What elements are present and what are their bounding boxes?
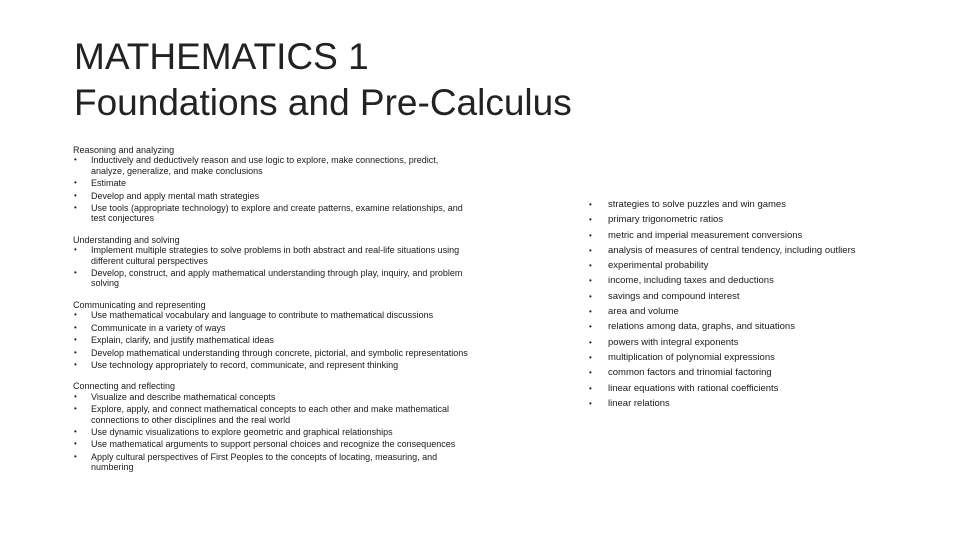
- bullet-text: Communicate in a variety of ways: [91, 322, 226, 333]
- bullet-icon: •: [589, 245, 592, 255]
- bullet-text: Estimate: [91, 178, 127, 189]
- content-topic-item: [588, 304, 908, 319]
- bullet-text: Use dynamic visualizations to explore geometric and graphical relationships: [91, 426, 393, 437]
- bullet-icon: •: [589, 322, 592, 332]
- content-topic-text: multiplication of polynomial expressions: [608, 351, 775, 363]
- bullet-icon: •: [74, 310, 77, 320]
- bullet-icon: •: [74, 347, 77, 357]
- content-topic-text: savings and compound interest: [608, 290, 740, 302]
- content-topic-text: powers with integral exponents: [608, 336, 739, 348]
- content-topic-text: common factors and trinomial factoring: [608, 367, 772, 379]
- bullet-text: Use technology appropriately to record, communicate, and represent thinking: [91, 359, 399, 370]
- bullet-item: [73, 178, 473, 188]
- bullet-icon: •: [589, 383, 592, 393]
- bullet-text: Implement multiple strategies to solve problems in both abstract and real-life situations using different cultural perspectives: [91, 245, 460, 266]
- bullet-item: [73, 392, 473, 402]
- section-heading: Communicating and representing: [73, 299, 206, 310]
- bullet-icon: •: [74, 203, 77, 213]
- bullet-item: [73, 155, 473, 176]
- content-topic-item: [588, 365, 908, 380]
- content-topic-item: [588, 212, 908, 227]
- bullet-item: [73, 427, 473, 437]
- bullet-icon: •: [589, 398, 592, 408]
- bullet-item: [73, 310, 473, 320]
- content-topic-text: metric and imperial measurement conversions: [608, 229, 803, 241]
- bullet-text: Use tools (appropriate technology) to explore and create patterns, examine relationships, and test conjectures: [91, 203, 463, 224]
- content-topic-item: [588, 258, 908, 273]
- bullet-list: [73, 245, 473, 289]
- bullet-icon: •: [589, 307, 592, 317]
- title-line-1: MATHEMATICS 1: [74, 36, 369, 77]
- bullet-icon: •: [589, 276, 592, 286]
- bullet-icon: •: [589, 368, 592, 378]
- bullet-icon: •: [74, 359, 77, 369]
- bullet-icon: •: [589, 337, 592, 347]
- section-connecting-and-reflecting: [73, 381, 473, 472]
- bullet-text: Explain, clarify, and justify mathematical ideas: [91, 335, 274, 346]
- bullet-icon: •: [74, 245, 77, 255]
- bullet-text: Develop, construct, and apply mathematical understanding through play, inquiry, and problem solving: [91, 268, 463, 289]
- bullet-icon: •: [589, 291, 592, 301]
- bullet-icon: •: [74, 178, 77, 188]
- section-understanding-and-solving: [73, 235, 473, 289]
- section-heading: Connecting and reflecting: [73, 381, 176, 392]
- curricular-competencies-column: [73, 145, 473, 484]
- content-topic-item: [588, 228, 908, 243]
- content-topic-item: [588, 243, 908, 258]
- bullet-item: [73, 348, 473, 358]
- content-topic-text: strategies to solve puzzles and win games: [608, 199, 786, 210]
- bullet-item: [73, 439, 473, 449]
- bullet-item: [73, 335, 473, 345]
- bullet-list: [73, 310, 473, 370]
- bullet-item: [73, 268, 473, 289]
- bullet-item: [73, 360, 473, 370]
- bullet-text: Explore, apply, and connect mathematical concepts to each other and make mathematical connections to other disciplines and the real world: [91, 404, 450, 425]
- bullet-icon: •: [74, 451, 77, 461]
- bullet-list: [73, 155, 473, 223]
- content-topic-item: [588, 289, 908, 304]
- section-communicating-and-representing: [73, 300, 473, 370]
- content-topic-item: [588, 381, 908, 396]
- slide-title: [74, 34, 834, 126]
- bullet-item: [73, 203, 473, 224]
- content-topic-item: [588, 350, 908, 365]
- bullet-text: Use mathematical vocabulary and language to contribute to mathematical discussions: [91, 310, 434, 321]
- bullet-icon: •: [74, 335, 77, 345]
- bullet-text: Inductively and deductively reason and use logic to explore, make connections, predict, analyze, generalize, and make conclusions: [91, 155, 439, 176]
- content-topic-item: [588, 396, 908, 411]
- bullet-icon: •: [589, 352, 592, 362]
- content-topic-text: analysis of measures of central tendency, including outliers: [608, 244, 856, 256]
- content-topic-text: income, including taxes and deductions: [608, 275, 774, 287]
- content-topic-item: [588, 319, 908, 334]
- bullet-text: Apply cultural perspectives of First Peoples to the concepts of locating, measuring, and numbering: [91, 451, 438, 473]
- bullet-item: [73, 452, 473, 473]
- bullet-icon: •: [74, 391, 77, 401]
- bullet-icon: •: [589, 230, 592, 240]
- bullet-text: Use mathematical arguments to support personal choices and recognize the consequences: [91, 439, 456, 450]
- content-topic-text: area and volume: [608, 306, 679, 318]
- content-topic-text: relations among data, graphs, and situations: [608, 321, 795, 333]
- content-topic-text: experimental probability: [608, 260, 709, 272]
- bullet-item: [73, 191, 473, 201]
- bullet-item: [73, 245, 473, 266]
- bullet-icon: •: [589, 261, 592, 271]
- content-topic-text: linear relations: [608, 397, 670, 409]
- section-heading: Reasoning and analyzing: [73, 145, 175, 155]
- content-topics-column: [588, 197, 908, 411]
- content-topic-text: linear equations with rational coefficients: [608, 382, 779, 394]
- bullet-icon: •: [74, 426, 77, 436]
- bullet-icon: •: [74, 439, 77, 449]
- bullet-icon: •: [589, 200, 592, 209]
- bullet-text: Develop and apply mental math strategies: [91, 190, 260, 201]
- bullet-item: [73, 323, 473, 333]
- bullet-icon: •: [74, 190, 77, 200]
- title-line-2: Foundations and Pre-Calculus: [74, 82, 572, 123]
- bullet-icon: •: [74, 322, 77, 332]
- bullet-item: [73, 404, 473, 425]
- bullet-icon: •: [74, 268, 77, 278]
- bullet-text: Develop mathematical understanding through concrete, pictorial, and symbolic representations: [91, 347, 468, 358]
- bullet-icon: •: [74, 404, 77, 414]
- section-heading: Understanding and solving: [73, 234, 180, 245]
- bullet-list: [73, 392, 473, 473]
- content-topic-item: [588, 273, 908, 288]
- content-topic-text: primary trigonometric ratios: [608, 214, 724, 226]
- bullet-icon: •: [589, 215, 592, 225]
- bullet-icon: •: [74, 155, 77, 165]
- bullet-text: Visualize and describe mathematical concepts: [91, 391, 276, 402]
- section-reasoning-and-analyzing: [73, 145, 473, 224]
- content-topic-list: [588, 197, 908, 411]
- content-topic-item: [588, 197, 908, 212]
- content-topic-item: [588, 335, 908, 350]
